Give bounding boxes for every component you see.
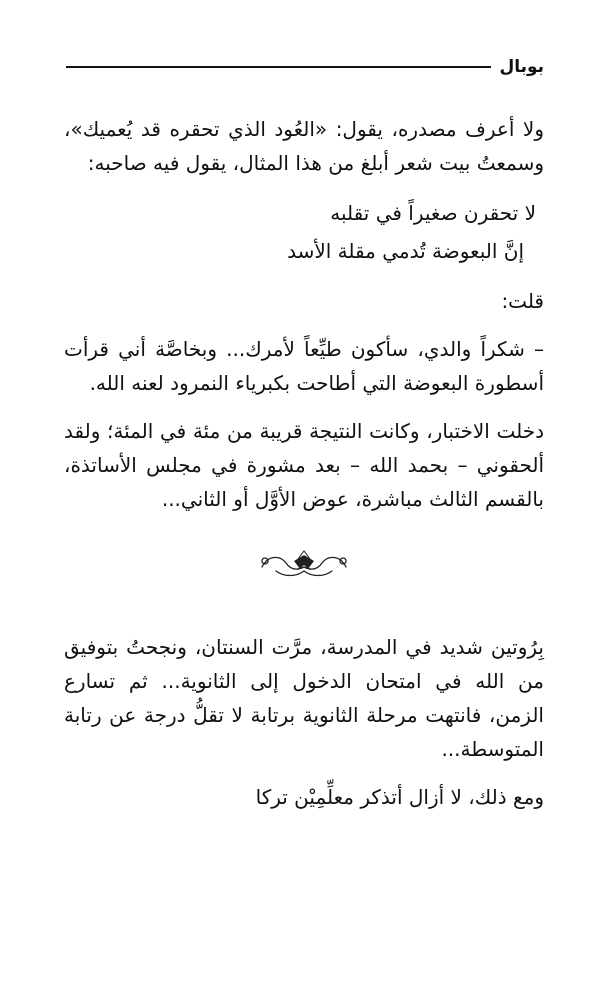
running-header (66, 52, 544, 82)
paragraph-4: دخلت الاختبار، وكانت النتيجة قريبة من مئة في المئة؛ ولقد ألحقوني – بحمد الله – بعد مشورة في مجلس الأساتذة، بالقسم الثالث مباشرة، عوض الأوَّل أو الثاني... (64, 419, 544, 511)
page-body (64, 112, 544, 828)
header-rule (66, 66, 491, 68)
paragraph-6: ومع ذلك، لا أزال أتذكر معلِّمِيْن تركا (255, 785, 544, 809)
verse-line-1: لا تحقرن صغيراً في تقلبه (330, 201, 536, 225)
floral-divider-icon (64, 544, 544, 584)
verse-line-2: إنَّ البعوضة تُدمي مقلة الأسد (287, 239, 524, 263)
paragraph-1: ولا أعرف مصدره، يقول: «العُود الذي تحقره قد يُعميك»، وسمعتُ بيت شعر أبلغ من هذا المثال، يقول فيه صاحبه: (64, 117, 544, 175)
header-title: بوبال (499, 57, 544, 77)
paragraph-3: – شكراً والدي، سأكون طيِّعاً لأمرك... وبخاصَّة أني قرأت أسطورة البعوضة التي أطاحت بكبرياء النمرود لعنه الله. (64, 337, 544, 395)
ornament-svg (256, 547, 352, 581)
paragraph-5: بِرُوتين شديد في المدرسة، مرَّت السنتان، ونجحتُ بتوفيق من الله في امتحان الدخول إلى الثانوية... ثم تسارع الزمن، فانتهت مرحلة الثانوية برتابة لا تقلُّ درجة عن رتابة المتوسطة... (64, 635, 544, 761)
poem-verse (64, 194, 544, 270)
paragraph-2: قلت: (501, 289, 544, 313)
